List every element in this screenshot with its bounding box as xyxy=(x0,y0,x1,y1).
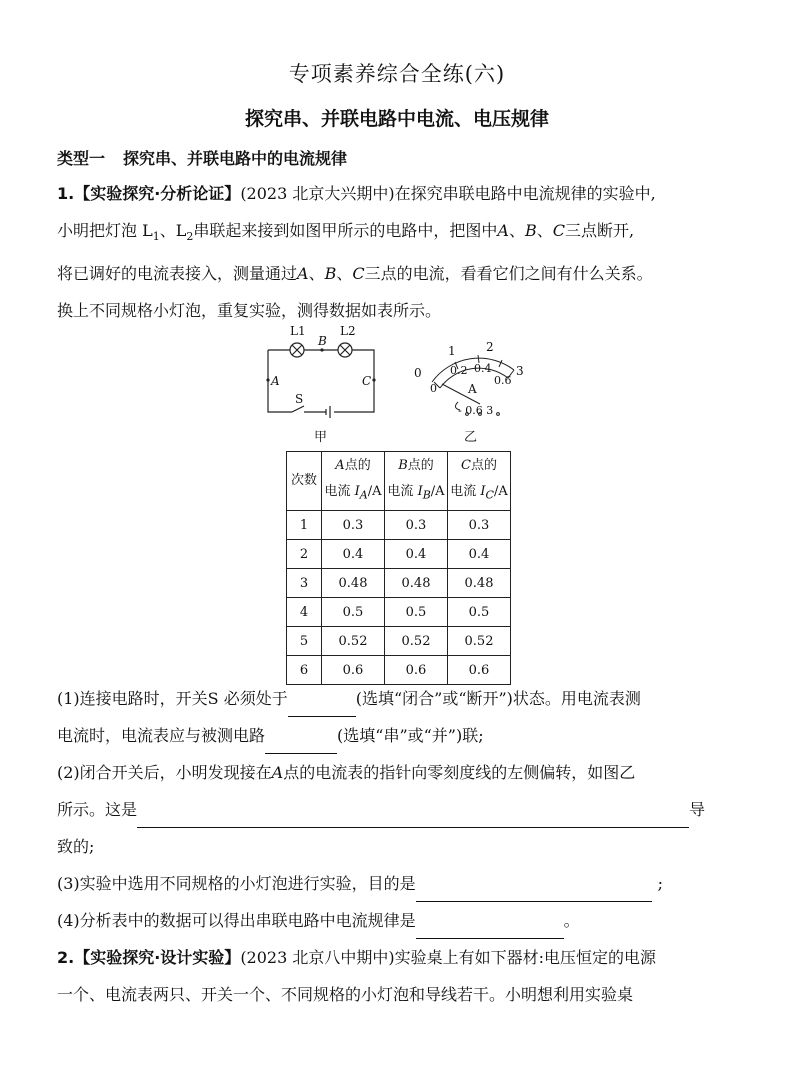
page-subtitle: 探究串、并联电路中电流、电压规律 xyxy=(244,108,549,130)
section-heading xyxy=(57,146,347,169)
meter-unit: A xyxy=(468,382,477,396)
point-b-dot xyxy=(320,348,323,351)
page-title: 专项素养综合全练(六) xyxy=(288,62,506,86)
question-1-line-1 xyxy=(57,175,747,212)
meter-scale-b06: 0.6 xyxy=(494,374,512,387)
subquestion-1: (1)连接电路时，开关S 必须处于 (选填“闭合”或“断开”)状态。用电流表测 电流时，电流表应与被测电路 (选填“串”或“并”)联; xyxy=(57,680,747,754)
question-1-line-3: 将已调好的电流表接入，测量通过A、B、C三点的电流，看看它们之间有什么关系。 xyxy=(57,264,653,284)
meter-scale-b02: 0.2 xyxy=(450,364,468,377)
meter-scale-b04: 0.4 xyxy=(474,362,492,375)
meter-terminals: - 0.6 3 xyxy=(458,404,494,417)
meter-scale-3: 3 xyxy=(516,364,524,378)
table-row: 2 0.4 0.4 0.4 xyxy=(287,540,511,569)
question-1-line-4: 换上不同规格小灯泡，重复实验，测得数据如表所示。 xyxy=(57,301,442,321)
point-a-dot xyxy=(266,378,269,381)
question-number: 1. xyxy=(57,184,75,203)
label-b: B xyxy=(318,334,327,348)
meter-scale-b0: 0 xyxy=(430,382,437,395)
table-header-row xyxy=(287,452,511,511)
table-row: 4 0.5 0.5 0.5 xyxy=(287,598,511,627)
meter-scale-1: 1 xyxy=(448,344,456,358)
label-l2: L2 xyxy=(340,324,356,338)
header-count: 次数 xyxy=(287,452,322,511)
answer-blank[interactable] xyxy=(416,920,564,939)
question-2-stem: 2.【实验探究·设计实验】(2023 北京八中期中)实验桌上有如下器材:电压恒定的电源 一个、电流表两只、开关一个、不同规格的小灯泡和导线若干。小明想利用实验桌 xyxy=(57,948,657,1004)
answer-blank[interactable] xyxy=(137,809,689,828)
table-row: 3 0.48 0.48 0.48 xyxy=(287,569,511,598)
point-c-dot xyxy=(372,378,375,381)
circuit-diagram xyxy=(268,343,374,418)
answer-blank[interactable] xyxy=(288,698,356,717)
header-c: C点的 电流 $I_C/A$ xyxy=(448,452,511,511)
figure-area xyxy=(262,322,542,445)
header-a: A点的 电流 $I_A/A$ xyxy=(322,452,385,511)
answer-blank[interactable] xyxy=(265,735,337,754)
label-c: C xyxy=(362,374,372,388)
table-row: 6 0.6 0.6 0.6 xyxy=(287,656,511,685)
label-jia: 甲 xyxy=(314,430,328,445)
table-row: 1 0.3 0.3 0.3 xyxy=(287,511,511,540)
subquestion-3: (3)实验中选用不同规格的小灯泡进行实验，目的是 ; xyxy=(57,865,747,902)
label-yi: 乙 xyxy=(464,430,478,445)
header-b: B点的 电流 $I_B/A$ xyxy=(385,452,448,511)
meter-scale-2: 2 xyxy=(486,340,494,354)
meter-scale-0: 0 xyxy=(414,366,422,380)
label-a: A xyxy=(271,374,280,388)
question-tag: 【实验探究·分析论证】 xyxy=(74,184,241,203)
question-text: 在探究串联电路中电流规律的实验中, xyxy=(394,184,656,203)
answer-blank[interactable] xyxy=(416,883,652,902)
question-1-line-2: 小明把灯泡 $L_1$、$L_2$串联起来接到如图甲所示的电路中，把图中A、B、C三点断开, xyxy=(57,221,635,244)
section-label: 类型一 xyxy=(57,149,106,168)
data-table xyxy=(286,451,511,685)
subquestion-4: (4)分析表中的数据可以得出串联电路中电流规律是 。 xyxy=(57,902,747,939)
label-l1: L1 xyxy=(290,324,306,338)
subquestion-2: (2)闭合开关后，小明发现接在A点的电流表的指针向零刻度线的左侧偏转，如图乙 所示。这是 导 致的; xyxy=(57,763,706,856)
section-text: 探究串、并联电路中的电流规律 xyxy=(123,149,348,168)
table-row: 5 0.52 0.52 0.52 xyxy=(287,627,511,656)
question-1-stem xyxy=(57,175,747,329)
question-source: (2023 北京大兴期中) xyxy=(240,184,395,203)
label-s: S xyxy=(295,392,304,406)
